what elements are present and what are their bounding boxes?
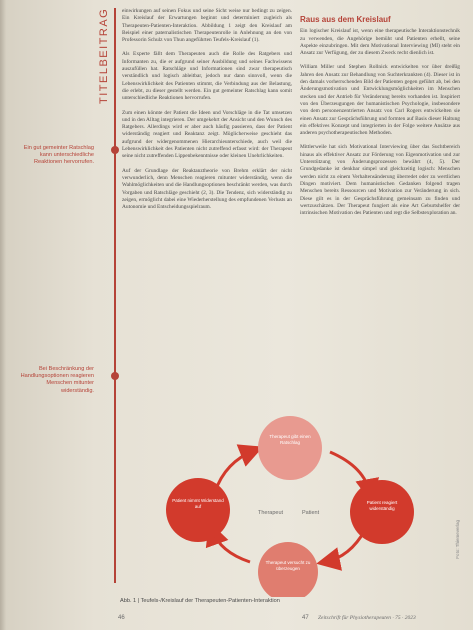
- center-label-therapist: Therapeut: [258, 510, 284, 516]
- node-label: Patient reagiert widerständig: [366, 500, 398, 511]
- paragraph: Auf der Grundlage der Reaktanztheorie von Brehm erklärt der nicht verwunderlich, denn Menschen reagieren mitunter widerständig, wenn die Wahlmöglichkeiten und die Handlungsoptionen beschränkt werden, was durch Vorgaben und Ratschläge geschieht (2, 3). Die Tendenz, sich widerständig zu zeigen, ermöglicht dabei eine Wiederherstellung des empfundenen Verlusts an Autonomie und Entscheidungsspielraum.: [122, 167, 292, 211]
- paragraph: Als Experte fällt dem Therapeuten auch die Rolle des Ratgebers und Informanten zu, die er aufgrund seiner Ausbildung und seines Fachwissens auszufüllen hat. Ratschläge und Informationen sind zwar therapeutisch verständlich und logisch ableitbar, jedoch nur dann sinnvoll, wenn die Lebenswirklichkeit des Patienten stimmt, die Verbindung aus der Belastung, die erlebt, zu dieser gestellt werden. Ein gut gemeinter Ratschlag kann somit unterschiedliche Reaktionen hervorrufen.: [122, 51, 292, 102]
- cycle-arrow: [215, 450, 255, 492]
- figure-caption: Abb. 1 | Teufels-/Kreislauf der Therapeuten-Patienten-Interaktion: [120, 598, 280, 604]
- center-label-patient: Patient: [302, 510, 320, 516]
- paragraph: Zum einen könnte der Patient die Ideen und Vorschläge in die Tat umsetzen und in den Alltag integrieren. Der umgekehrt der Ansicht und den Wunsch des Ratgebers. Allerdings wird er aber auch häufig passieren, dass der Patient widerständig reagiert und Reaktanz zeigt. Möglicherweise geschieht das aufgrund der widergenommenen Hierarchieunterschiede, auch weil die Lebenswirklichkeit des Patienten nicht zutreffend erfasst wird: der Therapeut seine nicht zutreffenden Lippenbekenntnisse oder kleinen Unehrlichkeiten.: [122, 109, 292, 160]
- section-title: TITELBEITRAG: [98, 8, 110, 105]
- page-number-right: 47: [302, 615, 309, 621]
- journal-name: Zeitschrift für Physiotherapeuten · 75 · 2023: [318, 615, 416, 621]
- page-binding-edge: [0, 0, 6, 630]
- side-note-marker: [111, 372, 119, 380]
- cycle-node-bottom: [258, 542, 318, 597]
- side-note: Bei Beschränkung der Handlungsoptionen reagieren Menschen mitunter widerständig.: [20, 366, 94, 394]
- cycle-node-left: [166, 478, 230, 542]
- node-label: Patient nimmt Widerstand auf: [172, 498, 224, 509]
- side-note: Ein gut gemeinter Ratschlag kann unterschiedliche Reaktionen hervorrufen.: [23, 145, 94, 166]
- cycle-arrow: [325, 530, 365, 562]
- section-rule: [114, 8, 116, 583]
- page-number-left: 46: [118, 615, 125, 621]
- cycle-node-right: [350, 480, 414, 544]
- paragraph: Mittlerweile hat sich Motivational Interviewing über das Suchtbereich hinaus als effektiver Ansatz zur Förderung von Eigenmotivation und zur Unterstützung von Änderungsprozessen bewährt (4, 5). Der Grundgedanke ist denkbar simpel und gleichzeitig logisch: Menschen werden nicht zu einem Verhaltensänderung überredet oder zu wertlichen Dingen motiviert. Dem humanistischen Gedanken folgend tragen Menschen bereits Ressourcen und Motivation zur Veränderung in sich. Diese gilt es in der Gesprächsführung gemeinsam zu finden und wertzuschätzen. Der Therapeut fungiert als eine Art Geburtshelfer der intrinsischen Motivation des Patienten und regt die Selbstexploration an.: [300, 144, 460, 217]
- node-label: Therapeut versucht zu überzeugen: [265, 560, 311, 571]
- photo-credit: Foto: Thiemeverlag: [455, 520, 460, 559]
- paragraph: einwirkungen auf seinen Fokus und seine Sicht weise nur bedingt zu zeigen. Ein Kreislauf der Erwartungen beginnt und determiniert zugleich als Therapeuten-Patienten-Interaktion. Abbildung 1 zeigt den Kreislauf am Beispiel einer paternalistischen Therapeutenrolle in Anlehnung an den von Professorin Schulz von Thun angeführten Teufels-Kreislauf (1).: [122, 8, 292, 44]
- interaction-cycle-diagram: [120, 412, 460, 597]
- node-label: Therapeut gibt einen Ratschlag: [269, 434, 311, 445]
- left-column: [122, 8, 292, 218]
- paragraph: Ein logischer Kreislauf ist, wenn eine therapeutische Interaktionstechnik zu verwenden, die Angehörige bemüht und Patienten erhellt, seine Aspekte einzubringen. Mit dem Motivational Interviewing (MI) steht ein Ansatz zur Verfügung, der zu diesem Zweck recht dienlich ist.: [300, 28, 460, 57]
- right-column: [300, 16, 460, 224]
- paragraph: William Miller und Stephen Rollnick entwickelten vor über dreißig Jahren den Ansatz zur Behandlung von Suchterkrankten (4). Dieser ist in den damals vorherrschenden Bild der Patienten gegen geführt ab, bei den Änderungsmotivation und Entwicklungsmöglichkeiten im Menschen stecken und der Antrieb für Veränderung bereits vorhanden ist. Inspiriert von den Überzeugungen der humanistischen Psychologie, insbesondere von dem personenzentrierten Ansatz von Carl Rogers entwickelten sie einen Ansatz zur Gesprächsführung und formten auf Basis dieser Haltung ein effektives Konzept und integrierten in der Folge weitere Ansätze aus anderen psychotherapeutischen Methoden.: [300, 64, 460, 137]
- section-heading: Raus aus dem Kreislauf: [300, 15, 391, 24]
- cycle-node-top: [258, 416, 322, 480]
- side-note-marker: [111, 146, 119, 154]
